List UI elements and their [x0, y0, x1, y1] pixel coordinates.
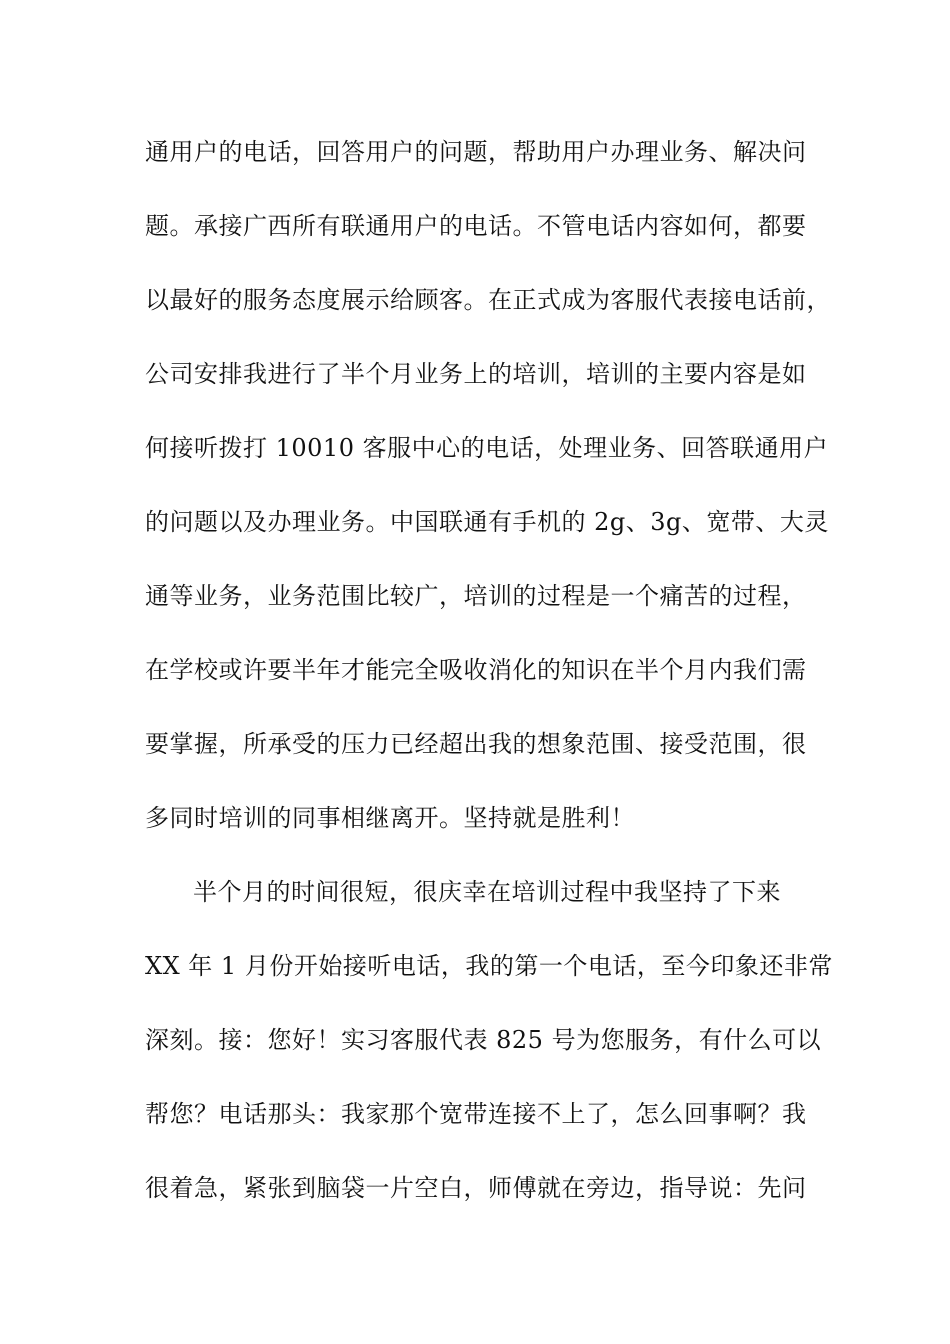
body-text [145, 134, 835, 1244]
text-line: 要掌握，所承受的压力已经超出我的想象范围、接受范围，很 [145, 730, 807, 758]
text-line: 多同时培训的同事相继离开。坚持就是胜利！ [145, 804, 635, 832]
paragraph-start-line: 半个月的时间很短，很庆幸在培训过程中我坚持了下来 [193, 878, 781, 906]
text-line: 题。承接广西所有联通用户的电话。不管电话内容如何，都要 [145, 212, 807, 240]
text-line: 深刻。接：您好！实习客服代表 825 号为您服务，有什么可以 [145, 1026, 822, 1054]
text-line: 通等业务，业务范围比较广，培训的过程是一个痛苦的过程， [145, 582, 807, 610]
text-line: 以最好的服务态度展示给顾客。在正式成为客服代表接电话前， [145, 286, 831, 314]
text-line: 帮您？电话那头：我家那个宽带连接不上了，怎么回事啊？我 [145, 1100, 807, 1128]
text-line: 很着急，紧张到脑袋一片空白，师傅就在旁边，指导说：先问 [145, 1174, 807, 1202]
text-line: XX 年 1 月份开始接听电话，我的第一个电话，至今印象还非常 [145, 952, 833, 980]
text-line: 在学校或许要半年才能完全吸收消化的知识在半个月内我们需 [145, 656, 807, 684]
text-line: 何接听拨打 10010 客服中心的电话，处理业务、回答联通用户 [145, 434, 829, 462]
text-line: 的问题以及办理业务。中国联通有手机的 2g、3g、宽带、大灵 [145, 508, 829, 536]
text-line: 通用户的电话，回答用户的问题，帮助用户办理业务、解决问 [145, 138, 807, 166]
text-line: 公司安排我进行了半个月业务上的培训，培训的主要内容是如 [145, 360, 807, 388]
